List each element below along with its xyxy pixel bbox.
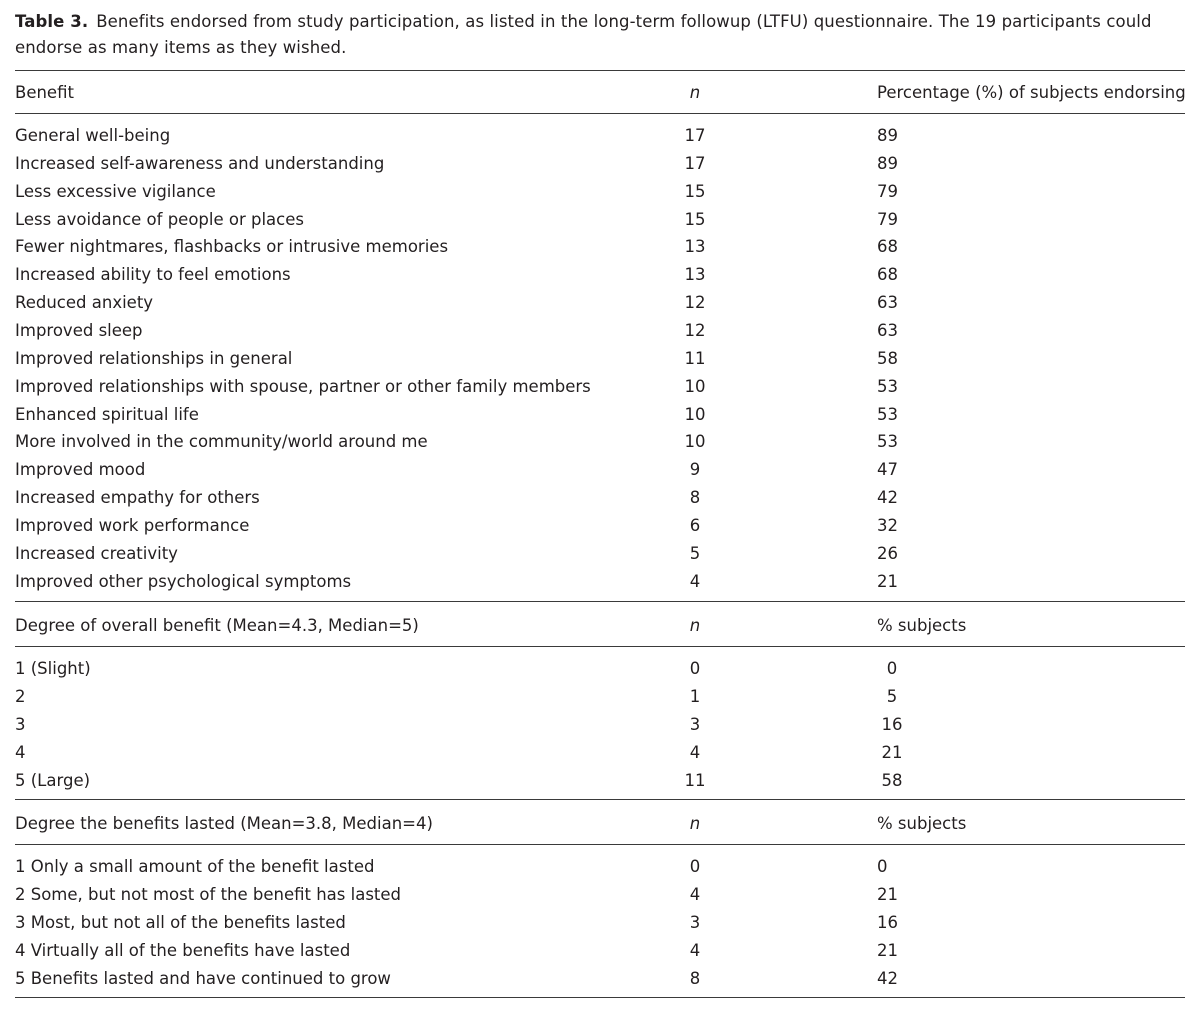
row-n: 8 [689,968,701,988]
row-n: 0 [689,659,701,678]
row-label: 1 (Slight) [15,659,91,678]
table-caption-label: Table 3. [15,12,89,31]
row-label: Increased ability to feel emotions [15,265,291,285]
row-percentage: 21 [877,884,898,904]
table-row [15,373,1185,401]
section2-header-rule [15,646,1185,647]
table-row [15,178,1185,206]
row-n: 3 [689,912,701,932]
row-label: 1 Only a small amount of the benefit lasted [15,857,375,876]
row-percentage: 89 [877,126,898,145]
section3-header-n: n [689,814,701,833]
row-percentage: 42 [877,968,898,988]
table-row [15,568,1185,596]
section3-header-rule [15,844,1185,845]
table-bottom-rule [15,997,1185,998]
row-percentage: 79 [877,181,898,201]
row-percentage: 21 [877,940,898,960]
table-row [15,881,1185,909]
row-percentage: 63 [877,293,898,313]
row-n: 10 [684,404,706,424]
section2-header-label: Degree of overall benefit (Mean=4.3, Median=5) [15,616,419,635]
table-row [15,233,1185,261]
row-percentage: 53 [877,376,898,396]
row-label: Reduced anxiety [15,293,154,313]
section3-header-row [15,810,1185,838]
row-n: 15 [684,181,706,201]
table-row [15,317,1185,345]
row-label: More involved in the community/world around me [15,432,428,452]
row-label: Increased creativity [15,543,178,563]
row-label: Less avoidance of people or places [15,209,304,229]
table-row [15,711,1185,739]
table-caption [15,9,1187,61]
row-label: Improved other psychological symptoms [15,571,352,591]
row-percentage: 21 [877,571,898,591]
row-percentage: 68 [877,237,898,257]
section2-top-rule [15,601,1185,602]
row-n: 15 [684,209,706,229]
row-n: 12 [684,320,706,340]
row-label: Increased empathy for others [15,488,260,508]
row-percentage: 21 [881,742,903,762]
table-row [15,289,1185,317]
row-percentage: 16 [881,714,903,734]
table-row [15,401,1185,429]
row-n: 0 [689,857,701,876]
row-label: 3 [15,714,26,734]
table-row [15,767,1185,795]
header-benefit: Benefit [15,83,74,102]
table-header-row [15,79,1185,107]
row-n: 4 [689,940,701,960]
row-label: Fewer nightmares, flashbacks or intrusive memories [15,237,449,257]
row-percentage: 16 [877,912,898,932]
row-n: 17 [684,153,706,173]
section2-header-n: n [689,616,701,635]
row-label: 5 (Large) [15,770,91,790]
row-label: General well-being [15,126,171,145]
row-percentage: 58 [877,348,898,368]
row-percentage: 0 [886,659,898,678]
row-label: 2 [15,686,26,706]
row-percentage: 5 [886,686,898,706]
row-n: 11 [684,348,706,368]
row-percentage: 47 [877,460,898,480]
row-n: 12 [684,293,706,313]
table-caption-text: Benefits endorsed from study participation, as listed in the long-term followup (LTFU) questionnaire. The 19 participants could endorse as many items as they wished. [15,12,1152,57]
row-label: Less excessive vigilance [15,181,216,201]
row-n: 10 [684,432,706,452]
row-n: 4 [689,571,701,591]
row-n: 9 [689,460,701,480]
row-label: Increased self-awareness and understanding [15,153,385,173]
row-label: Improved relationships in general [15,348,293,368]
row-n: 1 [689,686,701,706]
row-n: 4 [689,884,701,904]
section3-header-label: Degree the benefits lasted (Mean=3.8, Median=4) [15,814,433,833]
row-n: 17 [684,126,706,145]
section3-top-rule [15,799,1185,800]
table-row [15,739,1185,767]
row-n: 13 [684,265,706,285]
table-row [15,484,1185,512]
row-label: 2 Some, but not most of the benefit has lasted [15,884,402,904]
table-row [15,345,1185,373]
row-percentage: 0 [877,857,888,876]
table-row [15,965,1185,993]
section3-header-pct: % subjects [877,814,967,833]
row-percentage: 68 [877,265,898,285]
section2-header-row [15,612,1185,640]
row-percentage: 53 [877,404,898,424]
row-n: 6 [689,515,701,535]
table-row [15,683,1185,711]
row-label: Enhanced spiritual life [15,404,199,424]
row-label: 3 Most, but not all of the benefits lasted [15,912,346,932]
table-row [15,853,1185,881]
table-row [15,428,1185,456]
table-row [15,150,1185,178]
table-row [15,540,1185,568]
row-label: 5 Benefits lasted and have continued to grow [15,968,391,988]
row-label: Improved mood [15,460,146,480]
table-header-rule [15,113,1185,114]
table-top-rule [15,70,1185,71]
row-percentage: 53 [877,432,898,452]
table-row [15,655,1185,683]
row-n: 10 [684,376,706,396]
section2-header-pct: % subjects [877,616,967,635]
row-percentage: 63 [877,320,898,340]
row-percentage: 89 [877,153,898,173]
row-n: 3 [689,714,701,734]
row-label: Improved work performance [15,515,250,535]
row-percentage: 32 [877,515,898,535]
table-row [15,937,1185,965]
row-n: 11 [684,770,706,790]
row-n: 8 [689,488,701,508]
row-label: Improved relationships with spouse, partner or other family members [15,376,591,396]
row-percentage: 79 [877,209,898,229]
row-label: 4 Virtually all of the benefits have lasted [15,940,351,960]
row-percentage: 58 [881,770,903,790]
table-row [15,512,1185,540]
table-row [15,456,1185,484]
table-row [15,909,1185,937]
row-n: 4 [689,742,701,762]
row-percentage: 42 [877,488,898,508]
table-row [15,261,1185,289]
row-label: 4 [15,742,26,762]
row-n: 13 [684,237,706,257]
table-row [15,206,1185,234]
row-label: Improved sleep [15,320,143,340]
header-n: n [689,83,701,102]
header-percentage: Percentage (%) of subjects endorsing [877,83,1186,102]
table-row [15,122,1185,150]
row-n: 5 [689,543,701,563]
row-percentage: 26 [877,543,898,563]
